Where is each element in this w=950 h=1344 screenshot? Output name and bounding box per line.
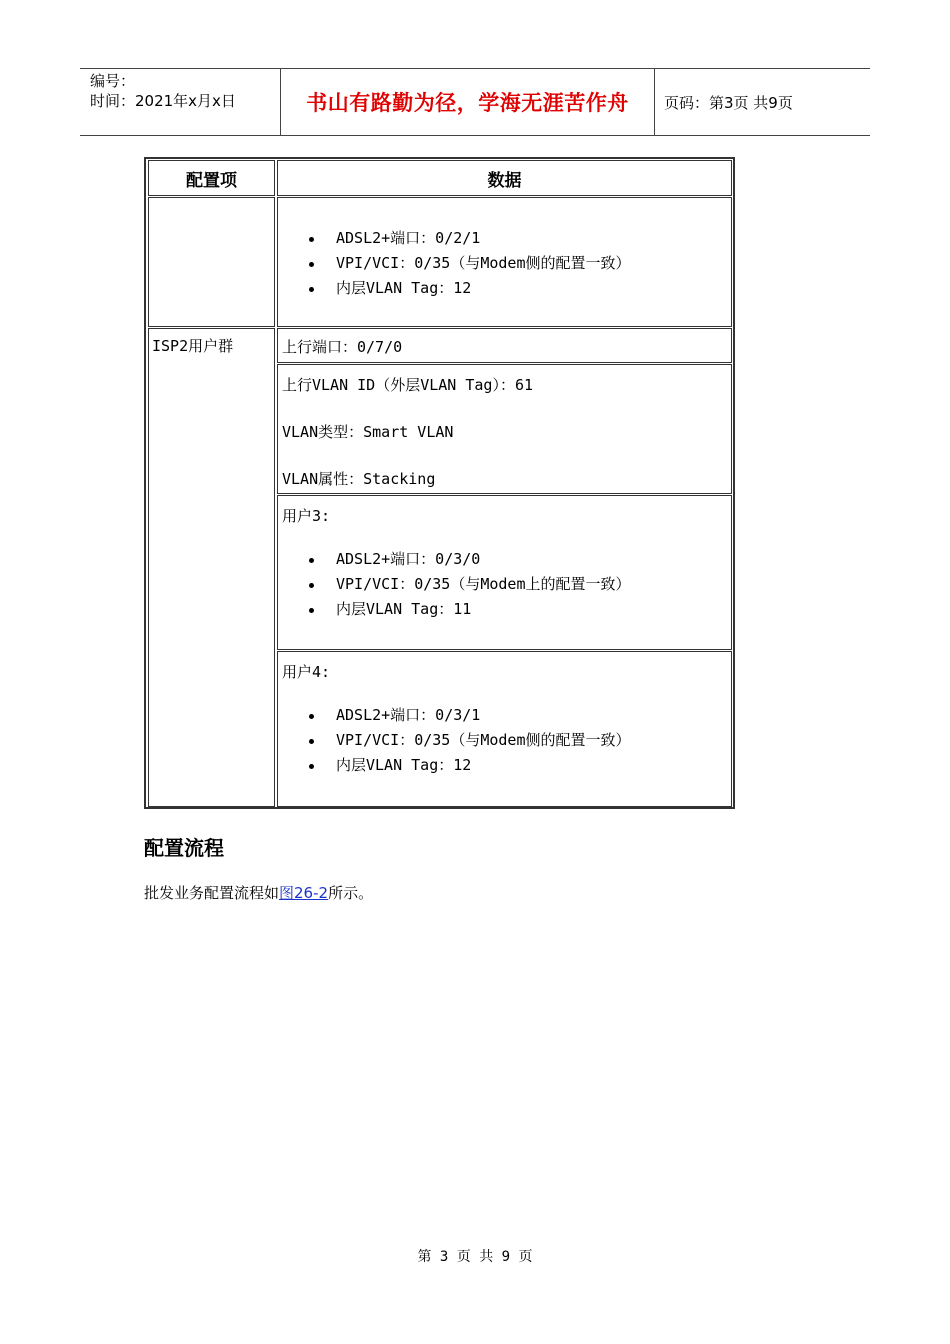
vlan-info-cell <box>277 364 732 494</box>
vlan-id: 上行VLAN ID（外层VLAN Tag）：61 <box>282 376 534 394</box>
row1-label-cell <box>148 197 275 327</box>
user4-cell <box>277 651 732 807</box>
vlan-attr: VLAN属性：Stacking <box>282 470 436 488</box>
isp2-group-label: ISP2用户群 <box>152 337 234 355</box>
para-text-before: 批发业务配置流程如 <box>144 884 280 902</box>
user3-bullet-list <box>278 547 731 622</box>
header-page-info: 页码：第3页 共9页 <box>664 93 793 112</box>
list-item: VPI/VCI：0/35（与Modem侧的配置一致） <box>278 251 731 276</box>
row1-data-cell <box>277 197 732 327</box>
para-text-after: 所示。 <box>328 884 374 902</box>
table-header-data: 数据 <box>277 160 732 196</box>
header-motto: 书山有路勤为径，学海无涯苦作舟 <box>281 69 655 135</box>
table-header-config-item: 配置项 <box>148 160 275 196</box>
list-item: 内层VLAN Tag：12 <box>278 753 731 778</box>
uplink-port: 上行端口：0/7/0 <box>282 338 403 356</box>
page-footer: 第 3 页 共 9 页 <box>417 1249 533 1265</box>
list-item: VPI/VCI：0/35（与Modem侧的配置一致） <box>278 728 731 753</box>
section-title: 配置流程 <box>144 836 224 860</box>
user3-cell <box>277 495 732 650</box>
uplink-port-cell <box>277 328 732 363</box>
date-label: 时间：2021年x月x日 <box>90 92 236 110</box>
list-item: 内层VLAN Tag：11 <box>278 597 731 622</box>
row2-label-cell <box>148 328 275 807</box>
list-item: ADSL2+端口：0/3/1 <box>278 703 731 728</box>
vlan-type: VLAN类型：Smart VLAN <box>282 423 454 441</box>
list-item: VPI/VCI：0/35（与Modem上的配置一致） <box>278 572 731 597</box>
section-paragraph <box>144 882 373 903</box>
list-item: ADSL2+端口：0/2/1 <box>278 226 731 251</box>
page-header <box>80 68 870 136</box>
figure-link[interactable]: 图26-2 <box>279 884 329 902</box>
list-item: 内层VLAN Tag：12 <box>278 276 731 301</box>
number-label: 编号： <box>90 72 136 90</box>
user4-title: 用户4: <box>282 663 331 681</box>
user4-bullet-list <box>278 703 731 778</box>
user3-title: 用户3: <box>282 507 331 525</box>
list-item: ADSL2+端口：0/3/0 <box>278 547 731 572</box>
header-meta <box>80 69 281 135</box>
row1-bullet-list <box>278 226 731 301</box>
